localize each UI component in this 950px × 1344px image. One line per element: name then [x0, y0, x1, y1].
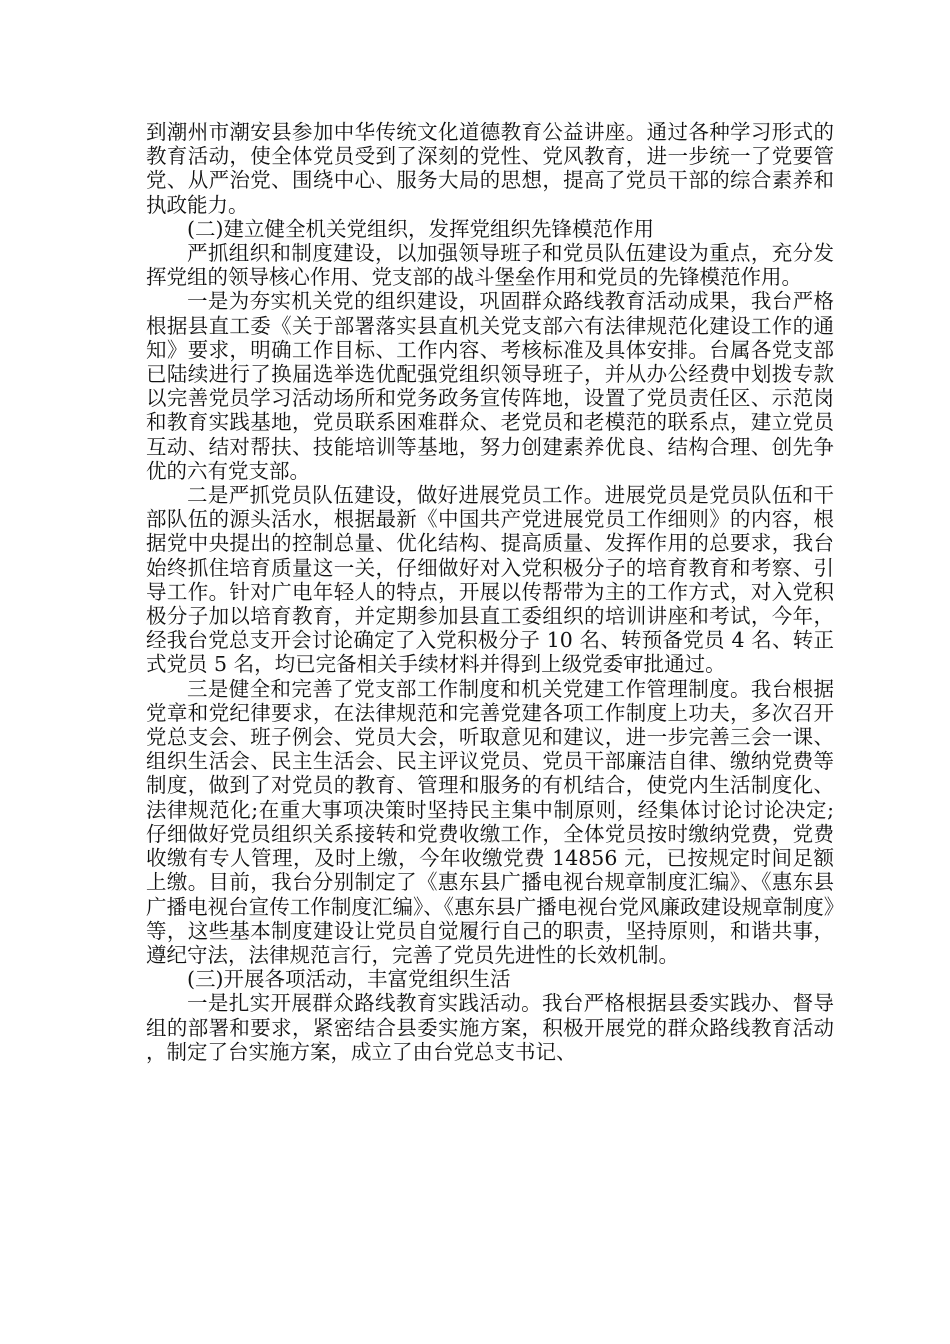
document-page — [146, 120, 834, 1064]
paragraph-point-three: 三是健全和完善了党支部工作制度和机关党建工作管理制度。我台根据党章和党纪律要求，在法律规范和完善党建各项工作制度上功夫，多次召开党总支会、班子例会、党员大会，听取意见和建议，进一步完善三会一课、组织生活会、民主生活会、民主评议党员、党员干部廉洁自律、缴纳党费等制度，做到了对党员的教育、管理和服务的有机结合，使党内生活制度化、法律规范化;在重大事项决策时坚持民主集中制原则，经集体讨论讨论决定;仔细做好党员组织关系接转和党费收缴工作，全体党员按时缴纳党费，党费收缴有专人管理，及时上缴，今年收缴党费 14856 元，已按规定时间足额上缴。目前，我台分别制定了《惠东县广播电视台规章制度汇编》、《惠东县广播电视台宣传工作制度汇编》、《惠东县广播电视台党风廉政建设规章制度》等，这些基本制度建设让党员自觉履行自己的职责，坚持原则，和谐共事，遵纪守法，法律规范言行，完善了党员先进性的长效机制。 — [146, 676, 834, 967]
paragraph-continuation: 到潮州市潮安县参加中华传统文化道德教育公益讲座。通过各种学习形式的教育活动，使全体党员受到了深刻的党性、党风教育，进一步统一了党要管党、从严治党、围绕中心、服务大局的思想，提高了党员干部的综合素养和执政能力。 — [146, 120, 834, 217]
paragraph-point-one: 一是为夯实机关党的组织建设，巩固群众路线教育活动成果，我台严格根据县直工委《关于部署落实县直机关党支部六有法律规范化建设工作的通知》要求，明确工作目标、工作内容、考核标准及具体安排。台属各党支部已陆续进行了换届选举选优配强党组织领导班子，并从办公经费中划拨专款以完善党员学习活动场所和党务政务宣传阵地，设置了党员责任区、示范岗和教育实践基地，党员联系困难群众、老党员和老模范的联系点，建立党员互动、结对帮扶、技能培训等基地，努力创建素养优良、结构合理、创先争优的六有党支部。 — [146, 289, 834, 483]
paragraph-activities-one: 一是扎实开展群众路线教育实践活动。我台严格根据县委实践办、督导组的部署和要求，紧密结合县委实施方案，积极开展党的群众路线教育活动，制定了台实施方案，成立了由台党总支书记、 — [146, 991, 834, 1064]
paragraph-point-two: 二是严抓党员队伍建设，做好进展党员工作。进展党员是党员队伍和干部队伍的源头活水，根据最新《中国共产党进展党员工作细则》的内容，根据党中央提出的控制总量、优化结构、提高质量、发挥作用的总要求，我台始终抓住培育质量这一关，仔细做好对入党积极分子的培育教育和考察、引导工作。针对广电年轻人的特点，开展以传帮带为主的工作方式，对入党积极分子加以培育教育，并定期参加县直工委组织的培训讲座和考试，今年，经我台党总支开会讨论确定了入党积极分子 10 名、转预备党员 4 名、转正式党员 5 名，均已完备相关手续材料并得到上级党委审批通过。 — [146, 483, 834, 677]
paragraph-organization-intro: 严抓组织和制度建设，以加强领导班子和党员队伍建设为重点，充分发挥党组的领导核心作用、党支部的战斗堡垒作用和党员的先锋模范作用。 — [146, 241, 834, 290]
section-heading-two: (二)建立健全机关党组织，发挥党组织先锋模范作用 — [187, 216, 654, 241]
section-heading-three: (三)开展各项活动，丰富党组织生活 — [187, 967, 511, 992]
